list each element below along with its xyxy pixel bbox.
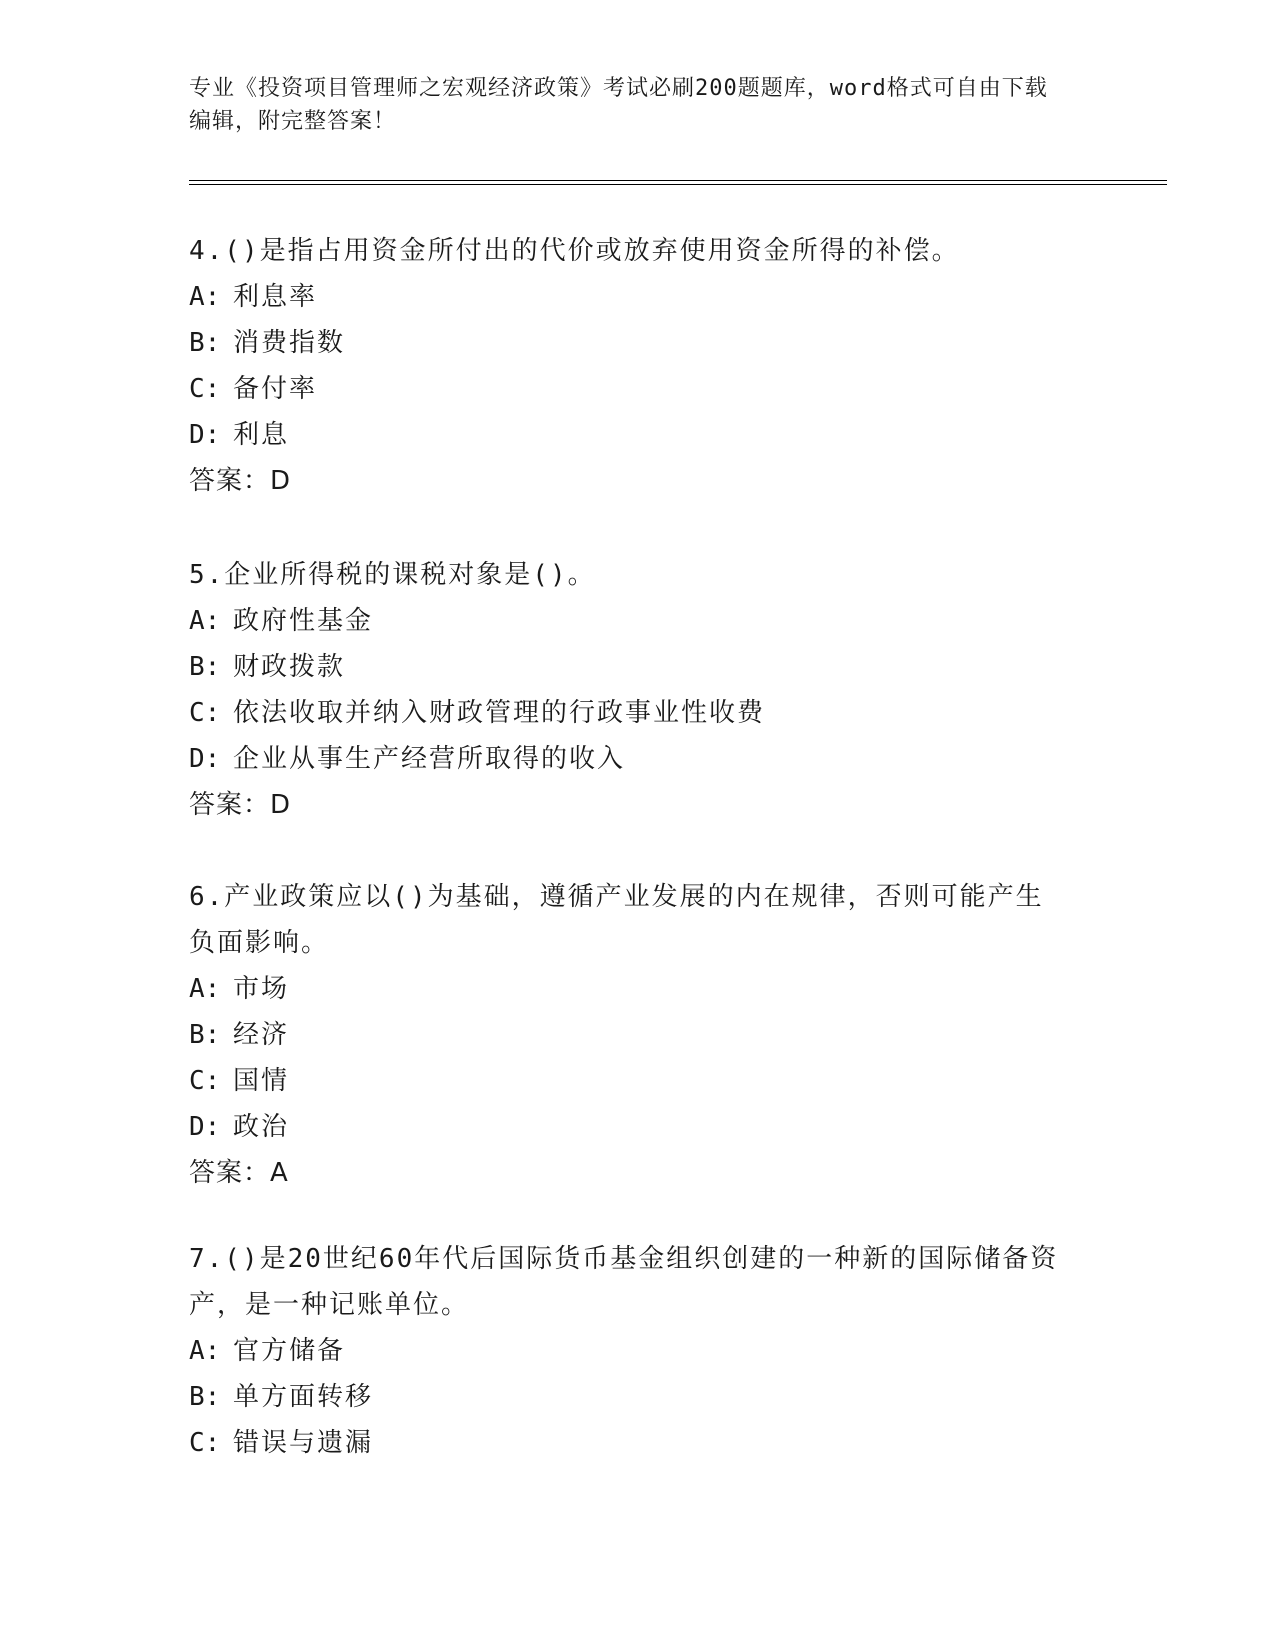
option-letter: C: bbox=[189, 1066, 221, 1096]
answer-line: 答案：D bbox=[189, 790, 292, 820]
answer-line: 答案：D bbox=[189, 466, 292, 496]
option-text: 企业从事生产经营所取得的收入 bbox=[233, 744, 626, 774]
option-letter: D: bbox=[189, 1112, 221, 1142]
option-letter: D: bbox=[189, 744, 221, 774]
option-a bbox=[189, 1328, 1069, 1374]
option-text: 财政拨款 bbox=[233, 652, 346, 682]
question-5 bbox=[189, 552, 1069, 828]
option-text: 备付率 bbox=[233, 374, 318, 404]
answer-line: 答案：A bbox=[189, 1158, 289, 1188]
option-text: 利息 bbox=[233, 420, 290, 450]
option-letter: B: bbox=[189, 328, 221, 358]
option-b bbox=[189, 644, 1069, 690]
option-a bbox=[189, 598, 1069, 644]
question-6 bbox=[189, 874, 1069, 1196]
question-7 bbox=[189, 1236, 1069, 1466]
document-header: 专业《投资项目管理师之宏观经济政策》考试必刷200题题库，word格式可自由下载编辑，附完整答案！ bbox=[189, 76, 1048, 134]
option-text: 政治 bbox=[233, 1112, 290, 1142]
option-text: 利息率 bbox=[233, 282, 318, 312]
question-stem: 6.产业政策应以()为基础，遵循产业发展的内在规律，否则可能产生负面影响。 bbox=[189, 882, 1044, 958]
header-divider-bottom bbox=[189, 184, 1167, 185]
option-a bbox=[189, 966, 1069, 1012]
option-b bbox=[189, 1012, 1069, 1058]
question-stem: 4.()是指占用资金所付出的代价或放弃使用资金所得的补偿。 bbox=[189, 236, 960, 266]
option-text: 错误与遗漏 bbox=[233, 1428, 374, 1458]
option-letter: A: bbox=[189, 1336, 221, 1366]
option-c bbox=[189, 1420, 1069, 1466]
option-letter: C: bbox=[189, 374, 221, 404]
option-d bbox=[189, 412, 1069, 458]
option-letter: A: bbox=[189, 974, 221, 1004]
option-text: 国情 bbox=[233, 1066, 290, 1096]
option-d bbox=[189, 1104, 1069, 1150]
option-text: 政府性基金 bbox=[233, 606, 374, 636]
option-letter: A: bbox=[189, 282, 221, 312]
option-text: 单方面转移 bbox=[233, 1382, 374, 1412]
question-stem: 7.()是20世纪60年代后国际货币基金组织创建的一种新的国际储备资产，是一种记账单位。 bbox=[189, 1244, 1059, 1320]
option-letter: B: bbox=[189, 652, 221, 682]
header-divider-top bbox=[189, 180, 1167, 181]
option-text: 官方储备 bbox=[233, 1336, 346, 1366]
option-a bbox=[189, 274, 1069, 320]
option-b bbox=[189, 320, 1069, 366]
option-letter: D: bbox=[189, 420, 221, 450]
option-text: 依法收取并纳入财政管理的行政事业性收费 bbox=[233, 698, 766, 728]
option-letter: B: bbox=[189, 1020, 221, 1050]
option-d bbox=[189, 736, 1069, 782]
question-4 bbox=[189, 228, 1069, 504]
option-text: 经济 bbox=[233, 1020, 290, 1050]
option-letter: B: bbox=[189, 1382, 221, 1412]
option-c bbox=[189, 690, 1069, 736]
option-c bbox=[189, 366, 1069, 412]
option-c bbox=[189, 1058, 1069, 1104]
option-text: 市场 bbox=[233, 974, 290, 1004]
option-letter: C: bbox=[189, 1428, 221, 1458]
option-text: 消费指数 bbox=[233, 328, 346, 358]
option-letter: C: bbox=[189, 698, 221, 728]
option-b bbox=[189, 1374, 1069, 1420]
question-stem: 5.企业所得税的课税对象是()。 bbox=[189, 560, 596, 590]
option-letter: A: bbox=[189, 606, 221, 636]
